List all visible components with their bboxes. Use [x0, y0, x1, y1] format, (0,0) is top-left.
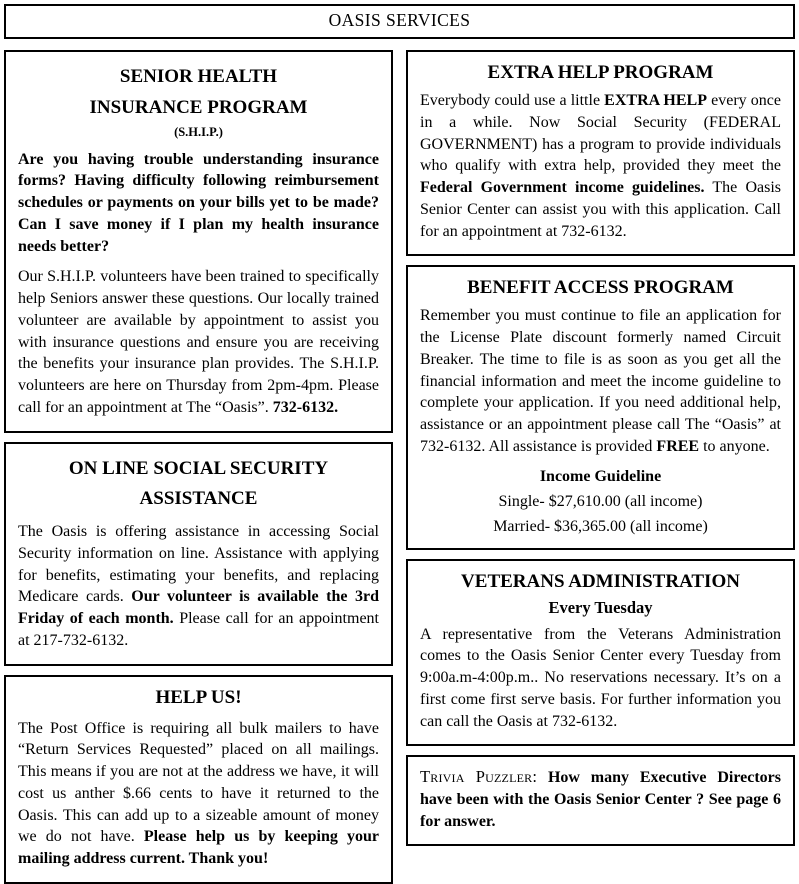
section-title [18, 62, 379, 124]
section-online-social-security [4, 442, 393, 666]
section-help-us [4, 675, 393, 884]
text-run: The Oasis Senior Center can assist you with this application. Call for an appointment at 732-6132. [420, 179, 781, 240]
income-line-single: Single- $27,610.00 (all income) [498, 492, 703, 510]
section-title: HELP US! [155, 686, 242, 708]
body-paragraph [18, 266, 379, 418]
text-run: Our S.H.I.P. volunteers have been trained to specifically help Seniors answer these questions. Our locally trained volunteer are available by appointment to assist you with insurance questions and ensure you are receiving the benefits your insurance plan provides. The S.H.I.P. volunteers are here on Thursday from 2pm-4pm. Please call for an appointment at The “Oasis”. [18, 268, 379, 416]
text-run: The Post Office is requiring all bulk mailers to have “Return Services Requested” placed on all mailings. This means if you are not at the address we have, it will cost us anther $.66 cents to have it returned to the Oasis. This can add up to a sizeable amount of money we do not have. [18, 719, 379, 846]
section-benefit-access [406, 265, 795, 549]
income-guideline-heading: Income Guideline [539, 467, 662, 485]
text-run: Everybody could use a little [420, 92, 605, 109]
trivia-label: Trivia Puzzler: [420, 767, 538, 787]
question-paragraph: Are you having trouble understanding insurance forms? Having difficulty following reimbursement schedules or payments on your bills yet to be made? Can I save money if I plan my health insurance needs better? [18, 150, 379, 255]
body-paragraph: A representative from the Veterans Administration comes to the Oasis Senior Center every Tuesday from 9:00a.m-4:00p.m.. No reservations necessary. It’s on a first come first serve basis. For further information you can call the Oasis at 732-6132. [420, 625, 781, 730]
section-title [18, 454, 379, 516]
title-line-1: ON LINE SOCIAL SECURITY [68, 457, 329, 479]
page-title-text: OASIS SERVICES [328, 10, 471, 30]
body-paragraph [18, 718, 379, 870]
section-veterans-administration [406, 559, 795, 747]
section-extra-help [406, 50, 795, 256]
text-run-bold: Please help us by keeping your mailing address current. Thank you! [18, 828, 380, 868]
page-title [4, 4, 795, 39]
text-run: every once in a while. Now Social Security (FEDERAL GOVERNMENT) has a program to provide individuals who qualify with extra help, provided they meet the [420, 92, 781, 175]
text-run-bold: FREE [656, 437, 700, 455]
section-senior-health-insurance [4, 50, 393, 433]
section-subtitle: (S.H.I.P.) [174, 124, 223, 139]
text-run-bold: Our volunteer is available the 3rd Friday of each month. [18, 588, 380, 628]
body-paragraph [18, 521, 379, 652]
right-column [406, 50, 795, 846]
text-run: Remember you must continue to file an application for the License Plate discount formerly named Circuit Breaker. The time to file is as soon as you get all the financial information and meet the income guideline to complete your application. If you need additional help, assistance or an appointment please call The “Oasis” at 732-6132. All assistance is provided [420, 307, 781, 455]
section-subtitle: Every Tuesday [548, 597, 653, 617]
text-run: The Oasis is offering assistance in accessing Social Security information on line. Assistance with applying for benefits, estimating your benefits, and replacing Medicare cards. [18, 523, 379, 606]
income-line-married: Married- $36,365.00 (all income) [493, 517, 708, 535]
title-line-1: SENIOR HEALTH [119, 66, 278, 87]
title-line-2: INSURANCE PROGRAM [89, 96, 308, 118]
text-run-bold: EXTRA HELP [604, 92, 707, 109]
two-column-layout [4, 50, 795, 884]
section-title: VETERANS ADMINISTRATION [461, 570, 740, 592]
section-title: EXTRA HELP PROGRAM [487, 62, 714, 83]
section-title: BENEFIT ACCESS PROGRAM [467, 277, 734, 299]
trivia-paragraph [420, 766, 781, 832]
text-run-bold: Federal Government income guidelines. [420, 179, 705, 196]
body-paragraph [420, 305, 781, 457]
text-run: to anyone. [699, 437, 770, 455]
text-run: Please call for an appointment at 217-732-6132. [18, 610, 379, 649]
trivia-text: How many Executive Directors have been with the Oasis Senior Center ? See page 6 for answer. [420, 769, 781, 830]
body-paragraph [420, 90, 781, 242]
phone-number: 732-6132. [272, 398, 339, 416]
title-line-2: ASSISTANCE [139, 488, 258, 510]
left-column [4, 50, 393, 884]
section-trivia-puzzler [406, 755, 795, 845]
